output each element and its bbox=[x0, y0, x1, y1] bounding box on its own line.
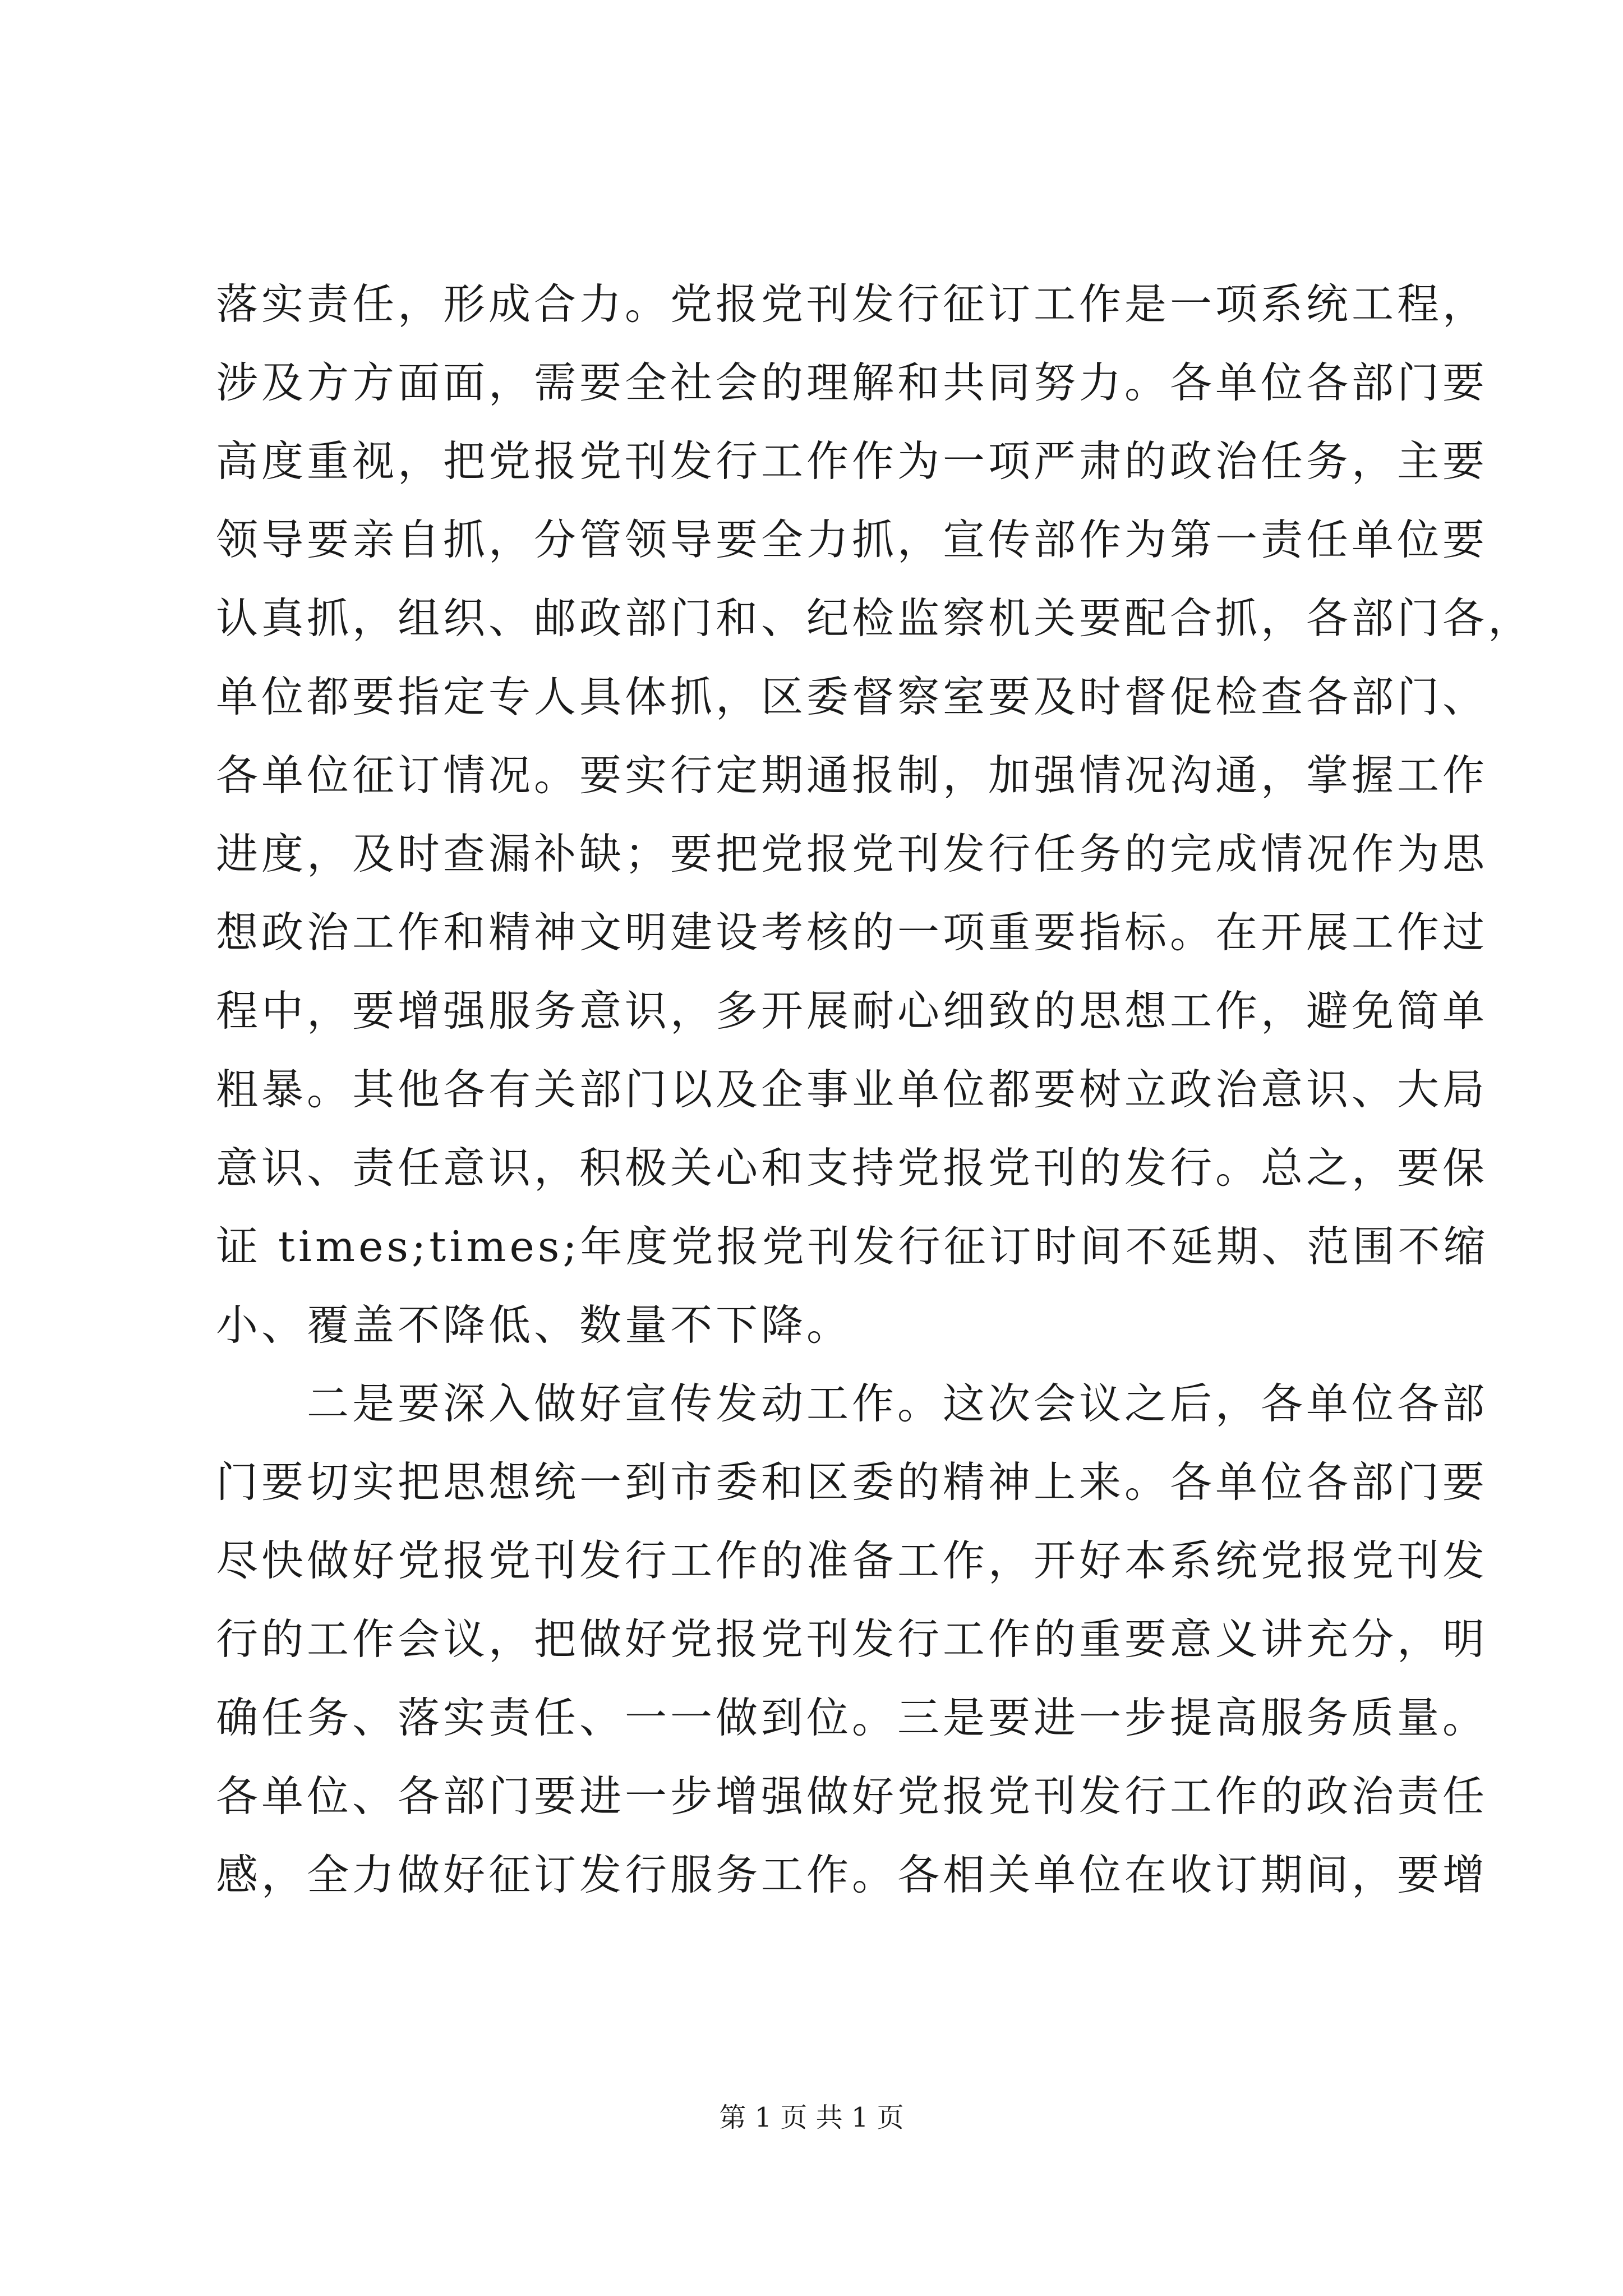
page-number-footer: 第 1 页 共 1 页 bbox=[719, 2102, 904, 2133]
text-line: 涉及方方面面，需要全社会的理解和共同努力。各单位各部门要 bbox=[216, 358, 1488, 407]
text-line: 感，全力做好征订发行服务工作。各相关单位在收订期间，要增 bbox=[216, 1850, 1488, 1899]
text-line: 粗暴。其他各有关部门以及企事业单位都要树立政治意识、大局 bbox=[216, 1065, 1488, 1114]
text-line: 行的工作会议，把做好党报党刊发行工作的重要意义讲充分，明 bbox=[216, 1614, 1488, 1664]
text-line: 想政治工作和精神文明建设考核的一项重要指标。在开展工作过 bbox=[216, 908, 1488, 957]
text-line: 各单位、各部门要进一步增强做好党报党刊发行工作的政治责任 bbox=[216, 1772, 1488, 1821]
text-line: 进度，及时查漏补缺；要把党报党刊发行任务的完成情况作为思 bbox=[216, 829, 1488, 878]
text-line: 各单位征订情况。要实行定期通报制，加强情况沟通，掌握工作 bbox=[216, 751, 1488, 800]
text-line: 证 times;times;年度党报党刊发行征订时间不延期、范围不缩 bbox=[216, 1222, 1489, 1271]
text-line: 领导要亲自抓，分管领导要全力抓，宣传部作为第一责任单位要 bbox=[216, 515, 1488, 564]
text-line: 尽快做好党报党刊发行工作的准备工作，开好本系统党报党刊发 bbox=[216, 1536, 1488, 1585]
text-line: 程中，要增强服务意识，多开展耐心细致的思想工作，避免简单 bbox=[216, 986, 1488, 1036]
text-line: 门要切实把思想统一到市委和区委的精神上来。各单位各部门要 bbox=[216, 1457, 1488, 1507]
text-line: 二是要深入做好宣传发动工作。这次会议之后，各单位各部 bbox=[216, 1379, 1488, 1428]
text-line: 高度重视，把党报党刊发行工作作为一项严肃的政治任务，主要 bbox=[216, 436, 1488, 486]
text-line: 单位都要指定专人具体抓，区委督察室要及时督促检查各部门、 bbox=[216, 672, 1488, 721]
text-line: 确任务、落实责任、一一做到位。三是要进一步提高服务质量。 bbox=[216, 1693, 1488, 1742]
text-line: 落实责任，形成合力。党报党刊发行征订工作是一项系统工程， bbox=[216, 279, 1488, 329]
text-line: 意识、责任意识，积极关心和支持党报党刊的发行。总之，要保 bbox=[216, 1143, 1488, 1193]
text-line: 小、覆盖不降低、数量不下降。 bbox=[216, 1300, 852, 1350]
text-line: 认真抓，组织、邮政部门和、纪检监察机关要配合抓，各部门各， bbox=[216, 593, 1534, 643]
